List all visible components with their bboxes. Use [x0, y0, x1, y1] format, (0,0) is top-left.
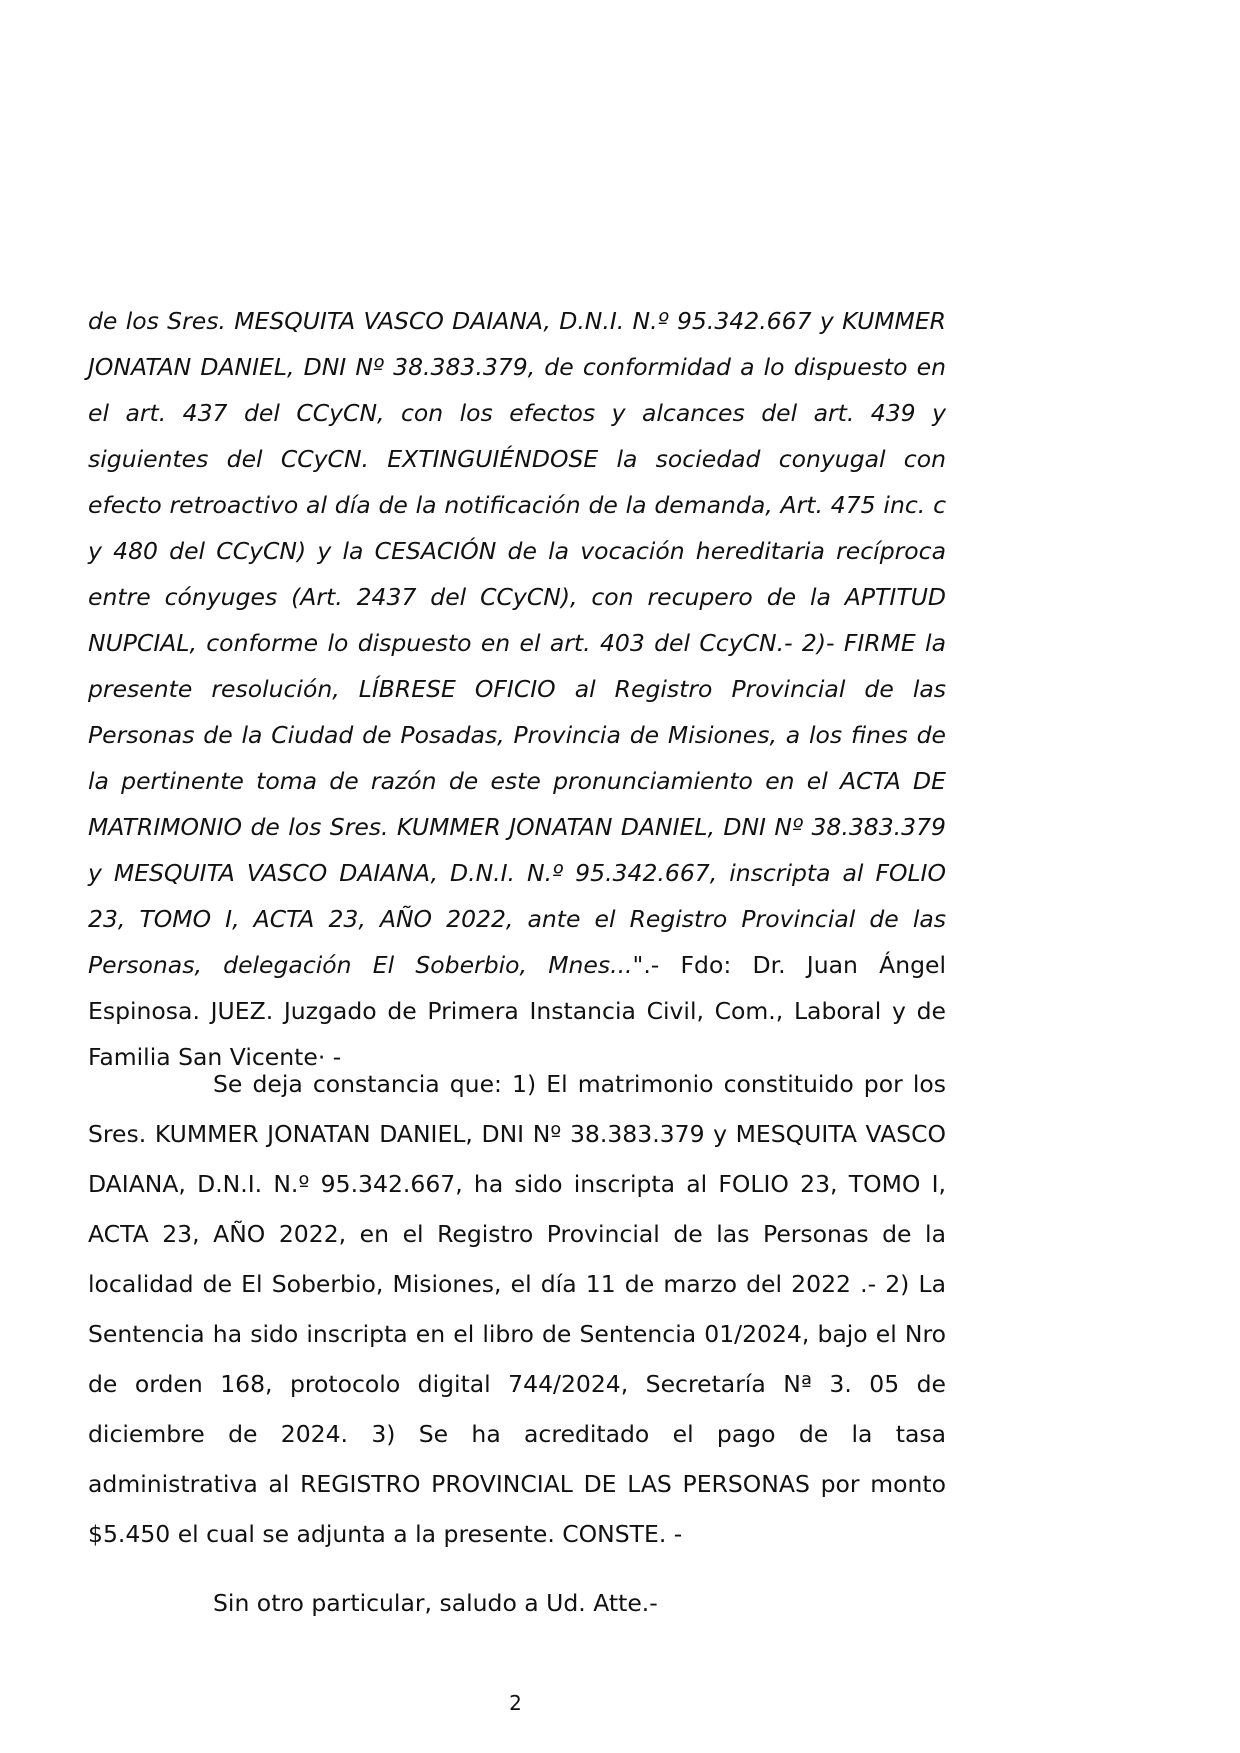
- closing-salutation: Sin otro particular, saludo a Ud. Atte.-: [213, 1589, 658, 1617]
- quoted-resolution-paragraph: [88, 298, 946, 1080]
- page-number: 2: [509, 1691, 522, 1715]
- signature-reference: ".- Fdo: Dr. Juan Ángel Espinosa. JUEZ. Juzgado de Primera Instancia Civil, Com., Laboral y de Familia San Vicente· -: [88, 951, 947, 1071]
- registry-record-paragraph: Se deja constancia que: 1) El matrimonio constituido por los Sres. KUMMER JONATAN DANIEL, DNI Nº 38.383.379 y MESQUITA VASCO DAIANA, D.N.I. N.º 95.342.667, ha sido inscripta al FOLIO 23, TOMO I, ACTA 23, AÑO 2022, en el Registro Provincial de las Personas de la localidad de El Soberbio, Misiones, el día 11 de marzo del 2022 .- 2) La Sentencia ha sido inscripta en el libro de Sentencia 01/2024, bajo el Nro de orden 168, protocolo digital 744/2024, Secretaría Nª 3. 05 de diciembre de 2024. 3) Se ha acreditado el pago de la tasa administrativa al REGISTRO PROVINCIAL DE LAS PERSONAS por monto $5.450 el cual se adjunta a la presente. CONSTE. -: [88, 1070, 946, 1548]
- quoted-resolution-text: de los Sres. MESQUITA VASCO DAIANA, D.N.I. N.º 95.342.667 y KUMMER JONATAN DANIEL, DNI Nº 38.383.379, de conformidad a lo dispuesto en el art. 437 del CCyCN, con los efectos y alcances del art. 439 y siguientes del CCyCN. EXTINGUIÉNDOSE la sociedad conyugal con efecto retroactivo al día de la notificación de la demanda, Art. 475 inc. c y 480 del CCyCN) y la CESACIÓN de la vocación hereditaria recíproca entre cónyuges (Art. 2437 del CCyCN), con recupero de la APTITUD NUPCIAL, conforme lo dispuesto en el art. 403 del CcyCN.- 2)- FIRME la presente resolución, LÍBRESE OFICIO al Registro Provincial de las Personas de la Ciudad de Posadas, Provincia de Misiones, a los fines de la pertinente toma de razón de este pronunciamiento en el ACTA DE MATRIMONIO de los Sres. KUMMER JONATAN DANIEL, DNI Nº 38.383.379 y MESQUITA VASCO DAIANA, D.N.I. N.º 95.342.667, inscripta al FOLIO 23, TOMO I, ACTA 23, AÑO 2022, ante el Registro Provincial de las Personas, delegación El Soberbio, Mnes...: [88, 307, 946, 979]
